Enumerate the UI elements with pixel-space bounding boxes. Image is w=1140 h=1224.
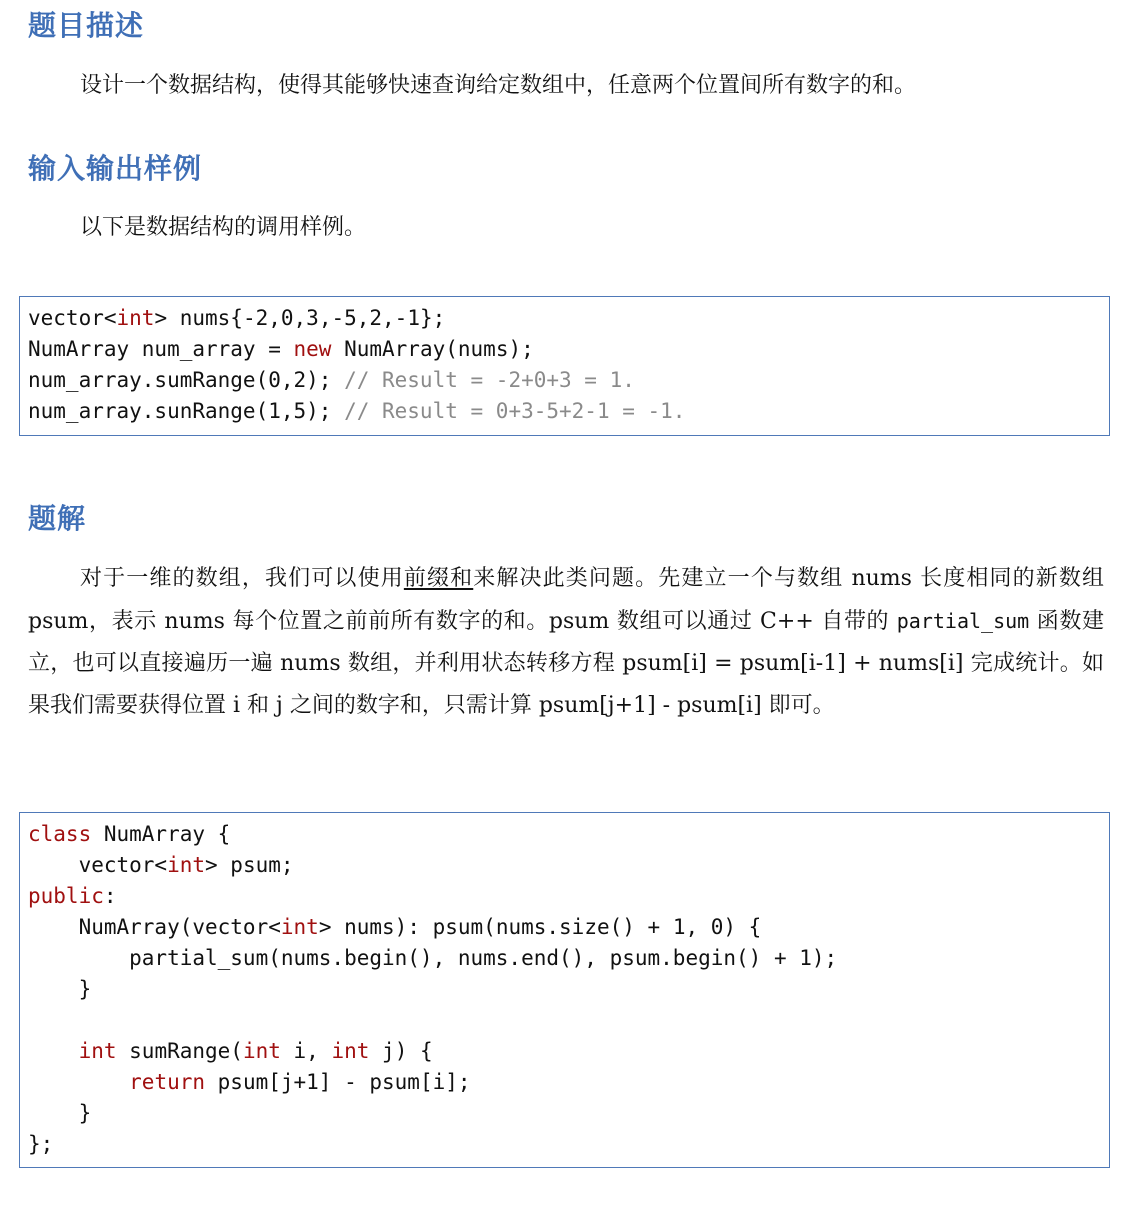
code-keyword: new <box>293 337 332 361</box>
section-title-io-example: 输入输出样例 <box>28 152 203 185</box>
code-keyword: int <box>331 1039 370 1063</box>
code-keyword: int <box>116 306 155 330</box>
example-code-block <box>19 296 1110 436</box>
code-token: : <box>103 884 117 908</box>
code-line <box>28 1067 471 1098</box>
code-line <box>28 334 534 365</box>
problem-description: 设计一个数据结构，使得其能够快速查询给定数组中，任意两个位置间所有数字的和。 <box>80 73 917 98</box>
code-line <box>28 943 837 974</box>
code-token <box>28 1070 129 1094</box>
code-token: psum[j+1] - psum[i]; <box>205 1070 471 1094</box>
solution-text-part-2: 来解决此类问题。先建立一个与数组 nums 长度相同的新数组 psum，表示 nums 每个位置之前前所有数字的和。psum 数组可以通过 C++ 自带的 <box>28 566 1104 634</box>
code-token: NumArray { <box>91 822 231 846</box>
code-token: NumArray num_array = <box>28 337 294 361</box>
code-line <box>28 365 635 396</box>
code-token: NumArray(vector< <box>28 915 281 939</box>
code-token: num_array.sunRange(1,5); <box>28 399 345 423</box>
code-token: }; <box>28 1132 54 1156</box>
code-token: sumRange( <box>116 1039 243 1063</box>
code-token: } <box>28 977 92 1001</box>
code-comment: // Result = 0+3-5+2-1 = -1. <box>344 399 686 423</box>
code-line <box>28 1098 91 1129</box>
code-token: num_array.sumRange(0,2); <box>28 368 345 392</box>
code-token: vector< <box>28 306 117 330</box>
code-line <box>28 881 117 912</box>
code-keyword: int <box>280 915 319 939</box>
code-keyword: int <box>242 1039 281 1063</box>
code-keyword: int <box>78 1039 117 1063</box>
code-line <box>28 1036 433 1067</box>
code-line <box>28 819 230 850</box>
section-title-solution: 题解 <box>28 502 87 535</box>
section-title-problem: 题目描述 <box>28 9 145 42</box>
partial-sum-inline-code: partial_sum <box>896 609 1030 633</box>
code-token: } <box>28 1101 92 1125</box>
code-line <box>28 303 445 334</box>
code-line <box>28 396 685 427</box>
prefix-sum-term: 前缀和 <box>403 566 474 591</box>
code-keyword: return <box>129 1070 206 1094</box>
code-token: > nums{-2,0,3,-5,2,-1}; <box>154 306 446 330</box>
code-token <box>28 1039 79 1063</box>
code-keyword: class <box>28 822 92 846</box>
code-line <box>28 1129 53 1160</box>
code-line <box>28 912 761 943</box>
solution-text-part-1: 对于一维的数组，我们可以使用 <box>80 566 404 591</box>
code-token: partial_sum(nums.begin(), nums.end(), psum.begin() + 1); <box>28 946 838 970</box>
code-keyword: int <box>167 853 206 877</box>
solution-explanation <box>28 558 1104 727</box>
code-token: vector< <box>28 853 168 877</box>
code-token: > psum; <box>205 853 294 877</box>
code-token: i, <box>280 1039 332 1063</box>
code-line <box>28 850 294 881</box>
io-example-intro: 以下是数据结构的调用样例。 <box>80 215 367 240</box>
solution-text-part-3: 函数建立，也可以直接遍历一遍 nums 数组，并利用状态转移方程 psum[i] = psum[i-1] + nums[i] 完成统计。如果我们需要获得位置 i 和 j 之间的数字和，只需计算 psum[j+1] - psum[i] 即可。 <box>28 609 1104 718</box>
code-keyword: public <box>28 884 104 908</box>
code-token: > nums): psum(nums.size() + 1, 0) { <box>318 915 762 939</box>
code-token: j) { <box>369 1039 433 1063</box>
solution-code-block <box>19 812 1110 1168</box>
code-line <box>28 974 91 1005</box>
code-comment: // Result = -2+0+3 = 1. <box>344 368 635 392</box>
code-token: NumArray(nums); <box>331 337 534 361</box>
